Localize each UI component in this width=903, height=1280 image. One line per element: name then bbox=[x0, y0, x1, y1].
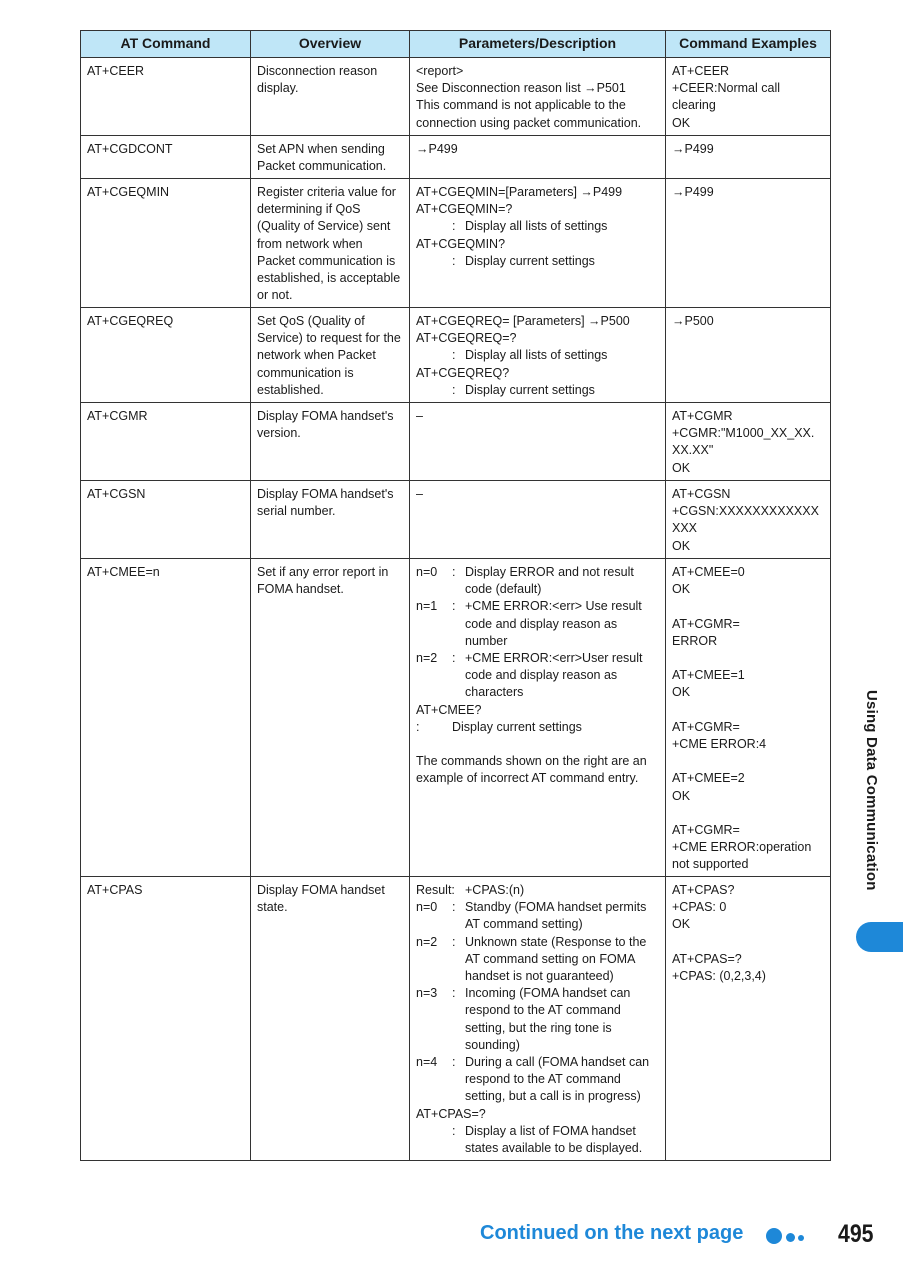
example-line: AT+CGMR= bbox=[672, 822, 740, 837]
cell-command: AT+CGSN bbox=[81, 481, 251, 559]
example-line: AT+CEER bbox=[672, 64, 730, 78]
cell-command: AT+CMEE=n bbox=[81, 559, 251, 877]
example-line: +CGSN:XXXXXXXXXXXX bbox=[672, 504, 819, 519]
header-parameters: Parameters/Description bbox=[410, 31, 666, 58]
param-note: The commands shown on the right are an example of incorrect AT command entry. bbox=[416, 754, 651, 786]
table-row bbox=[81, 559, 831, 877]
param-item: n=1 : +CME ERROR:<err> Use result code and display reason as number bbox=[416, 599, 642, 648]
cell-overview: Display FOMA handset state. bbox=[251, 877, 410, 1161]
cell-examples bbox=[666, 308, 831, 403]
example-line: AT+CGSN bbox=[672, 487, 731, 501]
cell-examples bbox=[666, 481, 831, 559]
cell-params bbox=[410, 559, 666, 877]
param-line: : Display current settings bbox=[452, 382, 595, 397]
param-line: AT+CGEQREQ= [Parameters] →P500 bbox=[416, 314, 630, 328]
table-header-row bbox=[81, 31, 831, 58]
section-tab-marker bbox=[856, 922, 903, 952]
param-line: : Display all lists of settings bbox=[452, 219, 608, 234]
example-line: OK bbox=[672, 115, 691, 130]
param-line: AT+CGEQMIN=? bbox=[416, 202, 513, 217]
cell-overview: Disconnection reason display. bbox=[251, 58, 410, 136]
table-row bbox=[81, 136, 831, 179]
example-line: OK bbox=[672, 788, 691, 803]
cell-command: AT+CGMR bbox=[81, 403, 251, 481]
cell-overview: Display FOMA handset's version. bbox=[251, 403, 410, 481]
section-side-label: Using Data Communication bbox=[863, 690, 880, 891]
table-row bbox=[81, 308, 831, 403]
table-row bbox=[81, 481, 831, 559]
example-line: AT+CGMR= bbox=[672, 719, 740, 734]
cell-overview: Display FOMA handset's serial number. bbox=[251, 481, 410, 559]
example-line: +CME ERROR:4 bbox=[672, 736, 767, 751]
example-line: OK bbox=[672, 460, 691, 475]
example-line: AT+CGMR= bbox=[672, 616, 740, 631]
example-line: OK bbox=[672, 538, 691, 553]
param-item: n=2 : +CME ERROR:<err>User result code and display reason as characters bbox=[416, 651, 643, 700]
param-line: AT+CMEE? bbox=[416, 702, 482, 717]
cell-examples bbox=[666, 877, 831, 1161]
param-item: n=2 : Unknown state (Response to the AT command setting on FOMA handset is not guaranteed) bbox=[416, 934, 647, 984]
example-line: +CPAS: 0 bbox=[672, 900, 727, 915]
param-item: Result: +CPAS:(n) bbox=[416, 883, 525, 897]
example-line: +CPAS: (0,2,3,4) bbox=[672, 969, 766, 983]
cell-examples bbox=[666, 559, 831, 877]
param-line: : Display current settings bbox=[452, 253, 595, 268]
example-line: AT+CPAS? bbox=[672, 883, 735, 897]
header-at-command: AT Command bbox=[81, 31, 251, 58]
cell-command: AT+CGEQREQ bbox=[81, 308, 251, 403]
cell-params bbox=[410, 308, 666, 403]
example-line: OK bbox=[672, 582, 691, 597]
example-line: →P499 bbox=[672, 142, 714, 156]
example-line: →P499 bbox=[672, 185, 714, 199]
cell-params bbox=[410, 481, 666, 559]
cell-params bbox=[410, 58, 666, 136]
cell-examples bbox=[666, 136, 831, 179]
cell-overview: Register criteria value for determining if QoS (Quality of Service) sent from network when Packet communication is established, is acceptable or not. bbox=[251, 179, 410, 308]
example-line: +CGMR:"M1000_XX_XX. bbox=[672, 426, 815, 441]
header-examples: Command Examples bbox=[666, 31, 831, 58]
example-line: XXX bbox=[672, 521, 698, 536]
cell-overview: Set APN when sending Packet communication. bbox=[251, 136, 410, 179]
param-line: This command is not applicable to the connection using packet communication. bbox=[416, 98, 642, 130]
page-number: 495 bbox=[838, 1220, 874, 1248]
cell-examples bbox=[666, 179, 831, 308]
cell-examples bbox=[666, 403, 831, 481]
table-row bbox=[81, 877, 831, 1161]
cell-command: AT+CGDCONT bbox=[81, 136, 251, 179]
example-line: +CEER:Normal call clearing bbox=[672, 81, 784, 113]
cell-params bbox=[410, 179, 666, 308]
param-line: AT+CGEQREQ=? bbox=[416, 331, 517, 346]
example-line: AT+CPAS=? bbox=[672, 951, 742, 966]
param-line: AT+CPAS=? bbox=[416, 1106, 486, 1121]
example-line: AT+CMEE=0 bbox=[672, 565, 745, 579]
cell-params bbox=[410, 403, 666, 481]
example-line: AT+CGMR bbox=[672, 409, 733, 423]
param-line: AT+CGEQMIN? bbox=[416, 236, 506, 251]
example-line: OK bbox=[672, 685, 691, 700]
cell-command: AT+CGEQMIN bbox=[81, 179, 251, 308]
table-row bbox=[81, 403, 831, 481]
param-item: n=3 : Incoming (FOMA handset can respond to the AT command setting, but the ring tone is sounding) bbox=[416, 986, 631, 1052]
param-line: : Display a list of FOMA handset states available to be displayed. bbox=[452, 1123, 643, 1156]
param-line: AT+CGEQMIN=[Parameters] →P499 bbox=[416, 185, 623, 199]
at-command-table bbox=[80, 30, 831, 1161]
table-row bbox=[81, 58, 831, 136]
param-item: n=4 : During a call (FOMA handset can respond to the AT command setting, but a call is in progress) bbox=[416, 1055, 650, 1104]
param-item: n=0 : Display ERROR and not result code (default) bbox=[416, 565, 634, 597]
param-line: →P499 bbox=[416, 142, 458, 156]
continued-link[interactable]: Continued on the next page bbox=[480, 1222, 744, 1244]
param-line: : Display current settings bbox=[416, 719, 582, 734]
cell-params bbox=[410, 136, 666, 179]
example-line: AT+CMEE=1 bbox=[672, 668, 745, 683]
param-line: : Display all lists of settings bbox=[452, 348, 608, 363]
cell-overview: Set if any error report in FOMA handset. bbox=[251, 559, 410, 877]
cell-command: AT+CPAS bbox=[81, 877, 251, 1161]
param-line: <report> bbox=[416, 64, 464, 78]
cell-command: AT+CEER bbox=[81, 58, 251, 136]
example-line: OK bbox=[672, 917, 691, 932]
example-line: +CME ERROR:operation not supported bbox=[672, 840, 815, 872]
param-item: n=0 : Standby (FOMA handset permits AT command setting) bbox=[416, 900, 647, 932]
param-line: – bbox=[416, 487, 423, 501]
cell-examples bbox=[666, 58, 831, 136]
example-line: →P500 bbox=[672, 314, 714, 328]
example-line: ERROR bbox=[672, 633, 718, 648]
cell-params bbox=[410, 877, 666, 1161]
param-line: See Disconnection reason list →P501 bbox=[416, 81, 626, 96]
param-line: – bbox=[416, 409, 423, 423]
table-row bbox=[81, 179, 831, 308]
param-line: AT+CGEQREQ? bbox=[416, 365, 510, 380]
cell-overview: Set QoS (Quality of Service) to request for the network when Packet communication is established. bbox=[251, 308, 410, 403]
example-line: XX.XX" bbox=[672, 443, 714, 458]
header-overview: Overview bbox=[251, 31, 410, 58]
example-line: AT+CMEE=2 bbox=[672, 771, 745, 786]
